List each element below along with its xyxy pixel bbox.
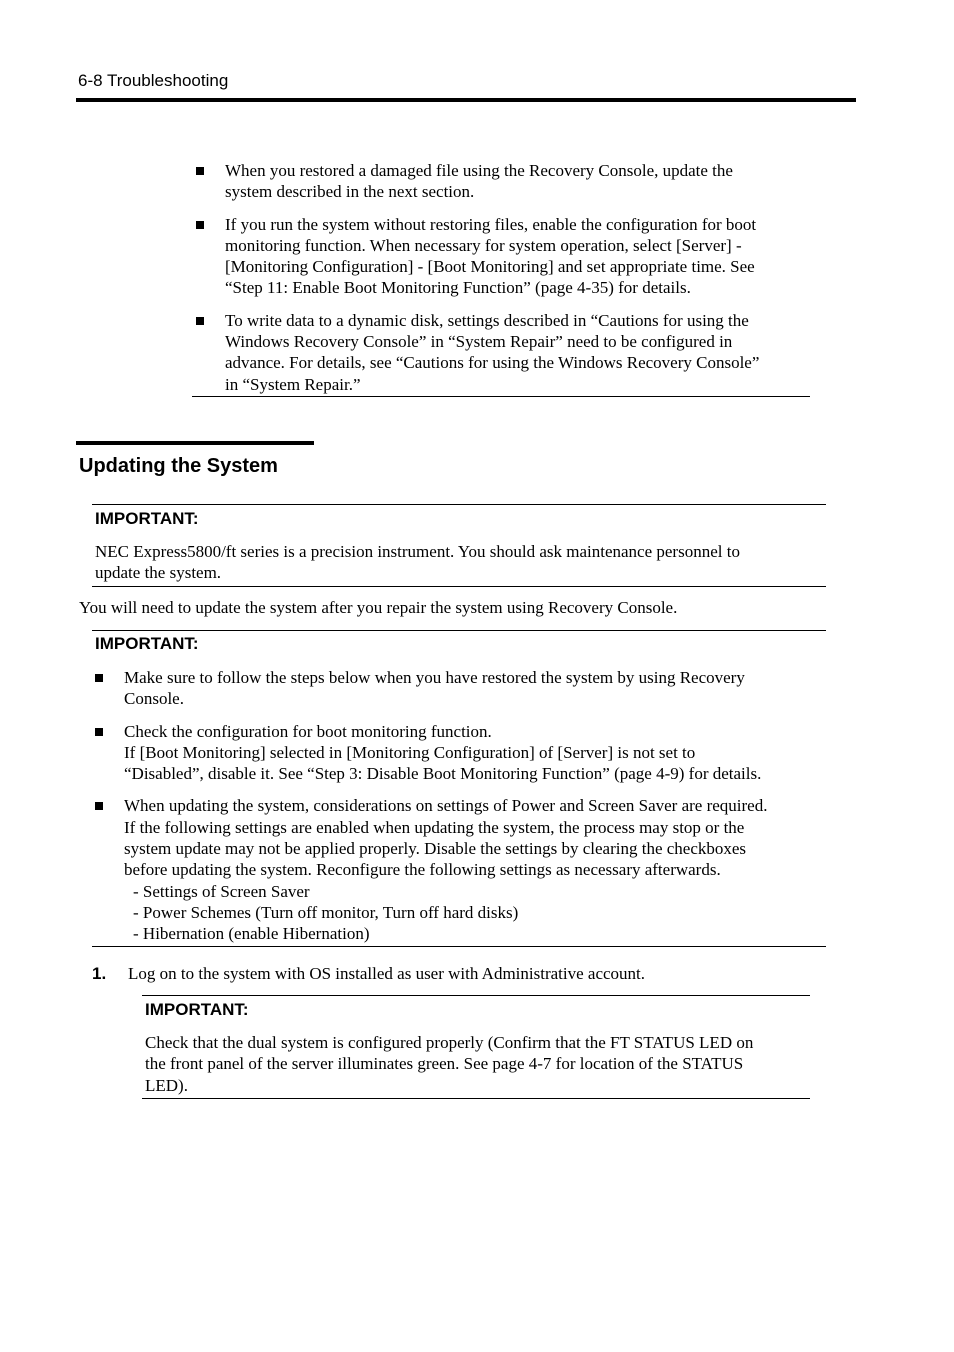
list-item: Check the configuration for boot monitoring function. If [Boot Monitoring] selected in [Monitoring Configuration] of [Server] is not set to “Disabled”, disable it. See “Step 3: Disable Boot Monitoring Function” (page 4-9) for details. [92,721,828,785]
important3-top-rule [142,995,810,996]
step-text: Log on to the system with OS installed as user with Administrative account. [128,964,646,983]
important3-bottom-rule [142,1098,810,1099]
sub-item: - Hibernation (enable Hibernation) [133,924,370,944]
important1-label: IMPORTANT: [95,509,199,528]
top-notes-list [193,160,805,395]
sub-item: - Power Schemes (Turn off monitor, Turn off hard disks) [133,902,519,922]
list-item: When updating the system, considerations on settings of Power and Screen Saver are required. If the following settings are enabled when updating the system, the process may stop or the system update may not be applied properly. Disable the settings by clearing the checkboxes before updating the system. Reconfigure the following settings as necessary afterwards. - Settings of Screen Saver - Power Schemes (Turn off monitor, Turn off hard disks) - Hibernation (enable Hibernation) [92,795,828,944]
important1-top-rule [92,504,826,505]
bullet-square-icon [95,728,103,736]
top-notes-rule [192,396,810,397]
section-title: Updating the System [79,455,278,477]
sub-item: - Settings of Screen Saver [133,881,310,901]
important1-bottom-rule [92,586,826,587]
bullet-square-icon [95,674,103,682]
important1-text: NEC Express5800/ft series is a precision instrument. You should ask maintenance personnel to update the system. [95,542,740,583]
list-item: Make sure to follow the steps below when you have restored the system by using Recovery Console. [92,667,828,710]
list-item: When you restored a damaged file using the Recovery Console, update the system described in the next section. [193,160,805,203]
page-header: 6-8 Troubleshooting [78,71,229,90]
step-number: 1. [92,964,107,983]
list-item: To write data to a dynamic disk, settings described in “Cautions for using the Windows Recovery Console” in “System Repair” need to be configured in advance. For details, see “Cautions for using the Windows Recovery Console” in “System Repair.” [193,310,805,395]
important3-text: Check that the dual system is configured properly (Confirm that the FT STATUS LED on the front panel of the server illuminates green. See page 4-7 for location of the STATUS LED). [145,1033,754,1095]
top-notes [193,160,805,395]
intro-text: You will need to update the system after you repair the system using Recovery Console. [79,598,678,617]
important2-list [92,667,828,945]
list-item: If you run the system without restoring files, enable the configuration for boot monitoring function. When necessary for system operation, select [Server] - [Monitoring Configuration] - [Boot Monitoring] and set appropriate time. See “Step 11: Enable Boot Monitoring Function” (page 4-35) for details. [193,214,805,299]
header-rule [76,98,856,102]
important2-label: IMPORTANT: [95,634,199,653]
important3-label: IMPORTANT: [145,1000,249,1019]
bullet-square-icon [196,167,204,175]
bullet-square-icon [196,317,204,325]
important2-bottom-rule [92,946,826,947]
important2-top-rule [92,630,826,631]
section-bar [76,441,314,445]
bullet-square-icon [196,221,204,229]
bullet-square-icon [95,802,103,810]
